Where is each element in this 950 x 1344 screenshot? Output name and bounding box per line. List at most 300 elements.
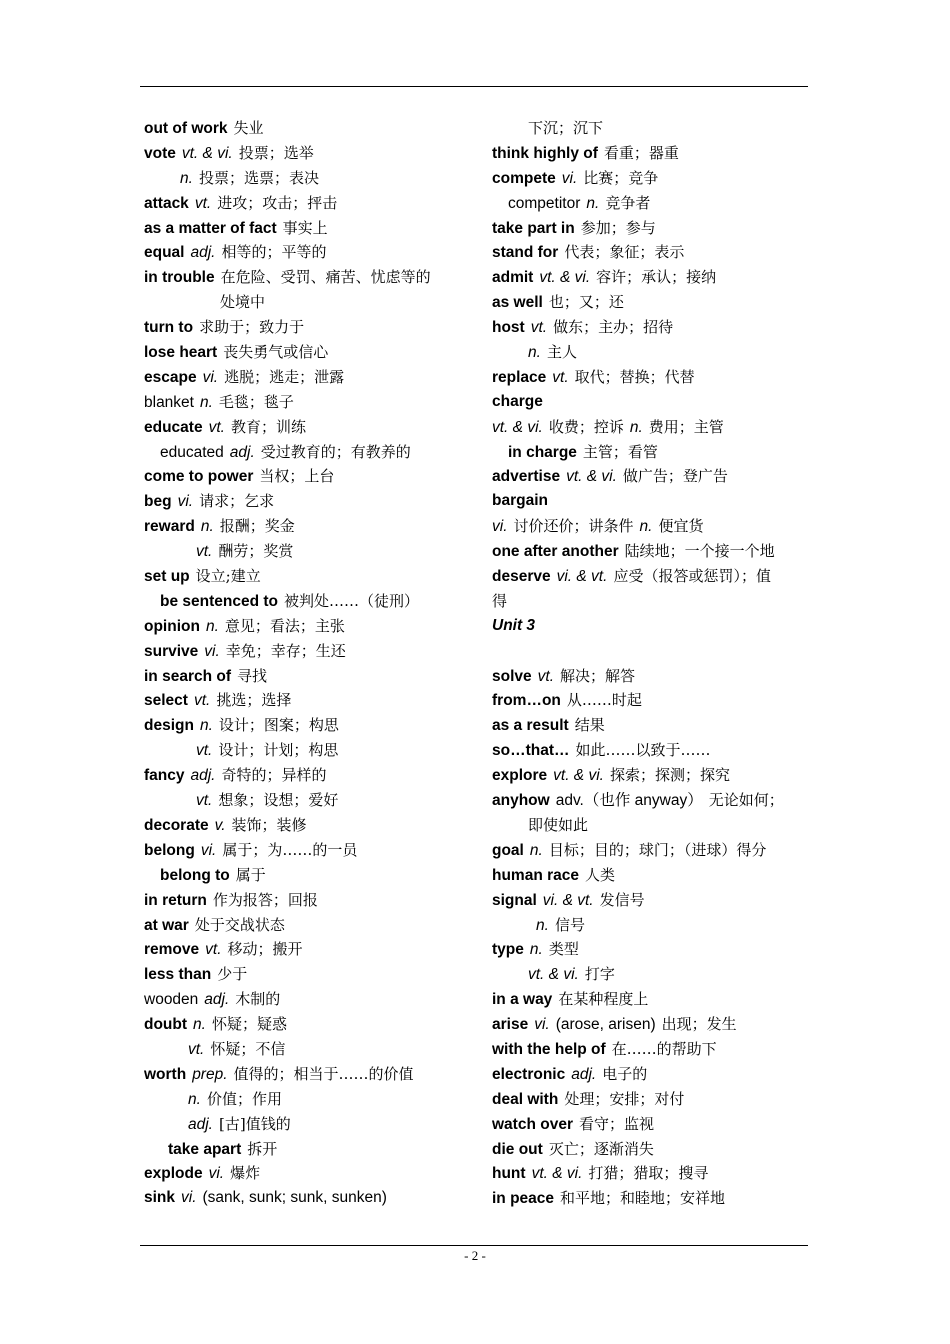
definition: 电子的	[602, 1064, 648, 1083]
part-of-speech: n.	[536, 916, 549, 934]
vocab-entry	[492, 937, 810, 962]
definition: 失业	[233, 119, 264, 137]
headword: electronic	[492, 1065, 566, 1083]
part-of-speech: vt. & vi.	[566, 468, 617, 486]
definition: 在某种程度上	[558, 990, 649, 1009]
definition: 酬劳；奖赏	[218, 542, 294, 561]
vocab-entry	[144, 1087, 464, 1112]
vocab-entry	[492, 415, 810, 440]
vocab-entry	[492, 639, 810, 664]
headword: less than	[144, 966, 212, 984]
definition: 费用；主管	[648, 417, 724, 436]
word-forms: (arose, arisen)	[555, 1016, 656, 1034]
part-of-speech: vt.	[194, 194, 212, 212]
part-of-speech: n.	[205, 617, 219, 635]
vocab-entry	[144, 713, 464, 738]
definition: 主人	[546, 343, 577, 362]
unit-heading: Unit 3	[492, 616, 536, 634]
definition: 当权；上台	[259, 467, 335, 486]
headword: as a matter of fact	[144, 219, 277, 237]
vocab-entry	[144, 440, 464, 465]
part-of-speech: n.	[200, 518, 214, 536]
definition: 在危险、受罚、痛苦、忧虑等的	[220, 268, 431, 287]
definition: 便宜货	[658, 517, 704, 536]
headword: select	[144, 692, 188, 710]
part-of-speech: vi.	[561, 169, 578, 187]
headword: at war	[144, 916, 189, 934]
definition: 类型	[548, 940, 579, 959]
part-of-speech: vi.	[492, 518, 508, 536]
definition: 人类	[585, 865, 616, 884]
vocab-entry	[492, 1112, 810, 1137]
vocab-entry	[144, 838, 464, 863]
definition: 报酬；奖金	[219, 517, 295, 536]
definition: 解决；解答	[560, 666, 636, 685]
definition: [古]值钱的	[219, 1114, 291, 1133]
part-of-speech: vt.	[537, 667, 555, 685]
vocab-entry	[492, 440, 810, 465]
vocab-entry	[492, 290, 810, 315]
page-number: - 2 -	[464, 1248, 486, 1263]
vocab-entry	[144, 1037, 464, 1062]
vocab-entry	[144, 166, 464, 191]
headword: be sentenced to	[160, 592, 278, 610]
headword: lose heart	[144, 344, 218, 362]
definition: 拆开	[247, 1139, 278, 1158]
vocab-entry	[492, 365, 810, 390]
part-of-speech: n.	[629, 418, 643, 436]
part-of-speech: vi.	[204, 642, 220, 660]
headword: in peace	[492, 1190, 555, 1208]
vocab-entry	[144, 1112, 464, 1137]
definition: 求助于；致力于	[199, 318, 305, 337]
vocab-entry	[144, 265, 464, 290]
part-of-speech: n.	[188, 1090, 201, 1108]
vocab-entry	[492, 614, 810, 639]
definition: 打字	[584, 965, 615, 984]
vocab-entry	[144, 589, 464, 614]
headword: advertise	[492, 468, 561, 486]
part-of-speech: vt. & vi.	[531, 1165, 583, 1183]
vocab-entry	[492, 216, 810, 241]
headword: opinion	[144, 617, 200, 635]
vocab-entry	[492, 166, 810, 191]
vocab-entry	[144, 1062, 464, 1087]
vocab-entry	[492, 738, 810, 763]
vocab-entry	[492, 116, 810, 141]
definition: 寻找	[237, 666, 268, 685]
part-of-speech: adj.	[190, 767, 216, 785]
definition: 价值；作用	[206, 1089, 282, 1108]
part-of-speech: vt.	[188, 1040, 205, 1058]
vocab-entry	[144, 1137, 464, 1162]
part-of-speech: vt.	[196, 742, 213, 760]
definition: 被判处……（徒刑）	[284, 591, 420, 610]
headword: bargain	[492, 492, 548, 510]
definition: 想象；设想；爱好	[218, 791, 339, 810]
vocab-entry	[144, 962, 464, 987]
part-of-speech: vi.	[208, 1165, 225, 1183]
vocab-entry	[144, 216, 464, 241]
part-of-speech: vi.	[177, 493, 194, 511]
vocab-entry	[492, 1062, 810, 1087]
vocab-entry	[144, 415, 464, 440]
definition: 收费；控诉	[548, 417, 624, 436]
vocab-entry	[144, 1012, 464, 1037]
headword: one after another	[492, 543, 619, 561]
definition: 作为报答；回报	[212, 890, 318, 909]
definition: 也；又；还	[548, 293, 624, 312]
vocab-entry	[144, 763, 464, 788]
part-of-speech: vt. & vi.	[553, 767, 604, 785]
vocab-entry	[144, 514, 464, 539]
headword: escape	[144, 368, 197, 386]
definition: 信号	[554, 915, 585, 934]
vocab-entry	[492, 713, 810, 738]
part-of-speech: prep.	[192, 1065, 228, 1083]
definition: 设立;建立	[195, 567, 261, 586]
header-rule	[140, 86, 808, 87]
vocab-entry	[492, 664, 810, 689]
headword: take part in	[492, 219, 575, 237]
headword: sink	[144, 1189, 176, 1207]
vocab-entry	[144, 913, 464, 938]
headword: type	[492, 941, 524, 959]
part-of-speech: vi. & vt.	[556, 568, 608, 586]
headword: decorate	[144, 816, 209, 834]
part-of-speech: vt. & vi.	[539, 269, 591, 287]
headword: design	[144, 717, 194, 735]
vocab-entry	[492, 564, 810, 589]
word-forms: adv.（也作 anyway）	[555, 792, 703, 810]
part-of-speech: adj.	[188, 1115, 213, 1133]
vocab-entry	[144, 240, 464, 265]
definition: 相等的；平等的	[221, 243, 327, 262]
headword: worth	[144, 1065, 187, 1083]
definition: 教育；训练	[230, 417, 306, 436]
headword: with the help of	[492, 1040, 606, 1058]
definition: 代表；象征；表示	[564, 243, 685, 262]
vocab-entry	[492, 1161, 810, 1186]
definition: 取代；替换；代替	[574, 367, 695, 386]
vocab-entry	[492, 1137, 810, 1162]
definition: 怀疑；疑惑	[211, 1015, 287, 1034]
vocab-entry	[492, 962, 810, 987]
headword: as a result	[492, 717, 569, 735]
definition: 幸免；幸存；生还	[225, 641, 346, 660]
headword: charge	[492, 392, 543, 410]
vocab-entry	[144, 1186, 464, 1211]
vocab-entry	[492, 191, 810, 216]
part-of-speech: vt.	[205, 941, 222, 959]
definition: 讨价还价；讲条件	[513, 517, 634, 536]
headword: admit	[492, 269, 534, 287]
definition: 灭亡；逐渐消失	[548, 1139, 654, 1158]
definition: 主管；看管	[582, 442, 658, 461]
headword: in charge	[508, 443, 577, 461]
headword: human race	[492, 866, 580, 884]
vocab-entry	[492, 265, 810, 290]
definition: 和平地；和睦地；安祥地	[560, 1189, 726, 1208]
vocab-entry	[144, 365, 464, 390]
headword: solve	[492, 667, 532, 685]
part-of-speech: adj.	[204, 991, 230, 1009]
headword: so…that…	[492, 742, 570, 760]
definition: 结果	[574, 716, 605, 735]
part-of-speech: vt. & vi.	[528, 966, 579, 984]
part-of-speech: n.	[199, 717, 213, 735]
headword: deal with	[492, 1090, 559, 1108]
vocab-entry	[492, 913, 810, 938]
vocab-entry	[492, 863, 810, 888]
definition: 进攻；攻击；抨击	[217, 193, 338, 212]
definition: 容许；承认；接纳	[596, 268, 717, 287]
definition: 受过教育的；有教养的	[260, 442, 411, 461]
part-of-speech: vt.	[193, 692, 211, 710]
vocab-entry	[492, 240, 810, 265]
part-of-speech: vt. & vi.	[181, 144, 233, 162]
definition: 请求；乞求	[199, 492, 275, 511]
headword: attack	[144, 194, 189, 212]
definition: 移动；搬开	[227, 940, 303, 959]
headword: goal	[492, 841, 524, 859]
part-of-speech: adj.	[229, 443, 255, 461]
vocab-entry	[492, 987, 810, 1012]
part-of-speech: v.	[214, 816, 226, 834]
headword: as well	[492, 294, 543, 312]
vocab-entry	[144, 788, 464, 813]
headword: belong	[144, 841, 195, 859]
vocab-entry	[492, 589, 810, 614]
headword: beg	[144, 493, 172, 511]
definition: 事实上	[282, 218, 328, 237]
headword: fancy	[144, 767, 185, 785]
vocab-entry	[492, 141, 810, 166]
definition: 装饰；装修	[231, 815, 307, 834]
vocab-entry	[492, 838, 810, 863]
definition: 即使如此	[528, 815, 589, 834]
vocab-entry	[144, 863, 464, 888]
vocab-entry	[144, 290, 464, 315]
part-of-speech: vt.	[552, 368, 569, 386]
headword: think highly of	[492, 144, 598, 162]
headword: stand for	[492, 244, 559, 262]
vocab-entry	[144, 464, 464, 489]
definition: 发信号	[599, 890, 645, 909]
vocab-entry	[492, 340, 810, 365]
headword: vote	[144, 144, 176, 162]
definition: 得	[492, 591, 508, 610]
vocab-entry	[144, 116, 464, 141]
headword: signal	[492, 891, 537, 909]
vocab-entry	[492, 1186, 810, 1211]
headword: die out	[492, 1140, 543, 1158]
headword: educate	[144, 418, 203, 436]
vocab-entry	[144, 888, 464, 913]
vocab-entry	[492, 813, 810, 838]
definition: 做广告；登广告	[622, 467, 728, 486]
derived-word: educated	[160, 443, 224, 461]
derived-word: blanket	[144, 393, 194, 411]
part-of-speech: n.	[529, 941, 543, 959]
headword: explode	[144, 1165, 203, 1183]
definition: 意见；看法；主张	[224, 616, 345, 635]
part-of-speech: n.	[528, 344, 541, 362]
vocab-entry	[492, 788, 810, 813]
part-of-speech: vi.	[181, 1189, 197, 1207]
headword: watch over	[492, 1115, 573, 1133]
definition: 应受（报答或惩罚）；值	[613, 567, 771, 586]
headword: arise	[492, 1016, 529, 1034]
vocab-entry	[492, 688, 810, 713]
definition: 设计；图案；构思	[218, 716, 339, 735]
word-forms: (sank, sunk; sunk, sunken)	[202, 1189, 387, 1207]
part-of-speech: adj.	[190, 244, 216, 262]
part-of-speech: n.	[529, 841, 543, 859]
vocab-entry	[492, 514, 810, 539]
vocab-entry	[144, 539, 464, 564]
definition: 属于	[235, 865, 266, 884]
headword: from…on	[492, 692, 561, 710]
vocab-entry	[144, 688, 464, 713]
definition: 下沉；沉下	[528, 119, 604, 137]
definition: 出现；发生	[661, 1015, 737, 1034]
definition: 丧失勇气或信心	[223, 343, 329, 362]
definition: 少于	[217, 965, 248, 984]
part-of-speech: n.	[180, 169, 193, 187]
vocab-entry	[144, 564, 464, 589]
derived-word: competitor	[508, 194, 581, 212]
headword: reward	[144, 518, 195, 536]
part-of-speech: vi.	[200, 841, 217, 859]
definition: 探索；探测；探究	[609, 766, 730, 785]
vocab-entry	[144, 937, 464, 962]
definition: 投票；选举	[238, 143, 314, 162]
definition: 投票；选票；表决	[198, 168, 319, 187]
derived-word: wooden	[144, 991, 199, 1009]
headword: set up	[144, 568, 190, 586]
vocab-entry	[492, 539, 810, 564]
vocab-entry	[144, 489, 464, 514]
vocab-entry	[144, 1161, 464, 1186]
vocab-entry	[492, 888, 810, 913]
definition: 竞争者	[605, 193, 651, 212]
headword: doubt	[144, 1016, 188, 1034]
part-of-speech: adj.	[571, 1065, 597, 1083]
part-of-speech: vt.	[196, 543, 213, 561]
vocab-entry	[492, 315, 810, 340]
vocab-entry	[144, 614, 464, 639]
vocab-entry	[144, 813, 464, 838]
definition: 值得的；相当于……的价值	[233, 1064, 414, 1083]
headword: equal	[144, 244, 185, 262]
part-of-speech: vt.	[208, 418, 225, 436]
definition: 看重；器重	[603, 143, 679, 162]
definition: 逃脱；逃走；泄露	[224, 367, 345, 386]
vocab-entry	[492, 1087, 810, 1112]
definition: 目标；目的；球门；（进球）得分	[548, 840, 767, 859]
vocab-entry	[144, 141, 464, 166]
definition: 挑选；选择	[216, 691, 292, 710]
definition: 在……的帮助下	[611, 1039, 717, 1058]
part-of-speech: vi.	[202, 368, 219, 386]
part-of-speech: vi.	[534, 1016, 550, 1034]
part-of-speech: n.	[193, 1016, 206, 1034]
headword: in trouble	[144, 269, 215, 287]
definition: 处于交战状态	[194, 915, 285, 934]
vocab-entry	[144, 738, 464, 763]
definition: 处境中	[220, 293, 266, 312]
definition: 打猎；猎取；搜寻	[588, 1164, 709, 1183]
vocab-entry	[492, 390, 810, 415]
vocab-entry	[144, 664, 464, 689]
vocab-entry	[144, 191, 464, 216]
definition: 陆续地；一个接一个地	[624, 542, 775, 561]
definition: 无论如何；	[708, 791, 784, 810]
headword: remove	[144, 941, 200, 959]
headword: hunt	[492, 1165, 526, 1183]
headword: explore	[492, 767, 548, 785]
definition: 爆炸	[230, 1164, 261, 1183]
definition: 怀疑；不信	[210, 1039, 286, 1058]
definition: 木制的	[235, 990, 281, 1009]
definition: 处理；安排；对付	[564, 1089, 685, 1108]
headword: replace	[492, 368, 547, 386]
definition: 奇特的；异样的	[221, 766, 327, 785]
headword: belong to	[160, 866, 230, 884]
headword: host	[492, 319, 525, 337]
vocab-entry	[144, 639, 464, 664]
right-column	[492, 116, 810, 1211]
headword: take apart	[168, 1140, 242, 1158]
headword: survive	[144, 642, 199, 660]
vocab-entry	[492, 1012, 810, 1037]
definition: 设计；计划；构思	[218, 741, 339, 760]
headword: anyhow	[492, 792, 550, 810]
vocab-entry	[492, 464, 810, 489]
definition: 属于；为……的一员	[222, 840, 358, 859]
definition: 如此……以致于……	[575, 741, 711, 760]
headword: in a way	[492, 991, 553, 1009]
definition: 做东；主办；招待	[553, 318, 674, 337]
part-of-speech: vt. & vi.	[492, 418, 543, 436]
part-of-speech: vi. & vt.	[542, 891, 594, 909]
headword: turn to	[144, 319, 194, 337]
headword: in return	[144, 891, 207, 909]
headword: in search of	[144, 667, 231, 685]
vocab-entry	[144, 340, 464, 365]
headword: come to power	[144, 468, 254, 486]
headword: compete	[492, 169, 556, 187]
headword: out of work	[144, 120, 228, 137]
definition: 参加；参与	[580, 218, 656, 237]
left-column	[144, 116, 464, 1211]
part-of-speech: n.	[199, 393, 213, 411]
vocab-entry	[144, 987, 464, 1012]
vocab-entry	[492, 489, 810, 514]
part-of-speech: vt.	[530, 319, 548, 337]
part-of-speech: n.	[639, 518, 653, 536]
definition: 从……时起	[566, 691, 642, 710]
vocab-entry	[144, 390, 464, 415]
definition: 比赛；竞争	[583, 168, 659, 187]
part-of-speech: vt.	[196, 792, 213, 810]
vocab-entry	[492, 1037, 810, 1062]
headword: deserve	[492, 568, 551, 586]
part-of-speech: n.	[586, 194, 600, 212]
vocab-entry	[492, 763, 810, 788]
definition: 毛毯；毯子	[218, 392, 294, 411]
